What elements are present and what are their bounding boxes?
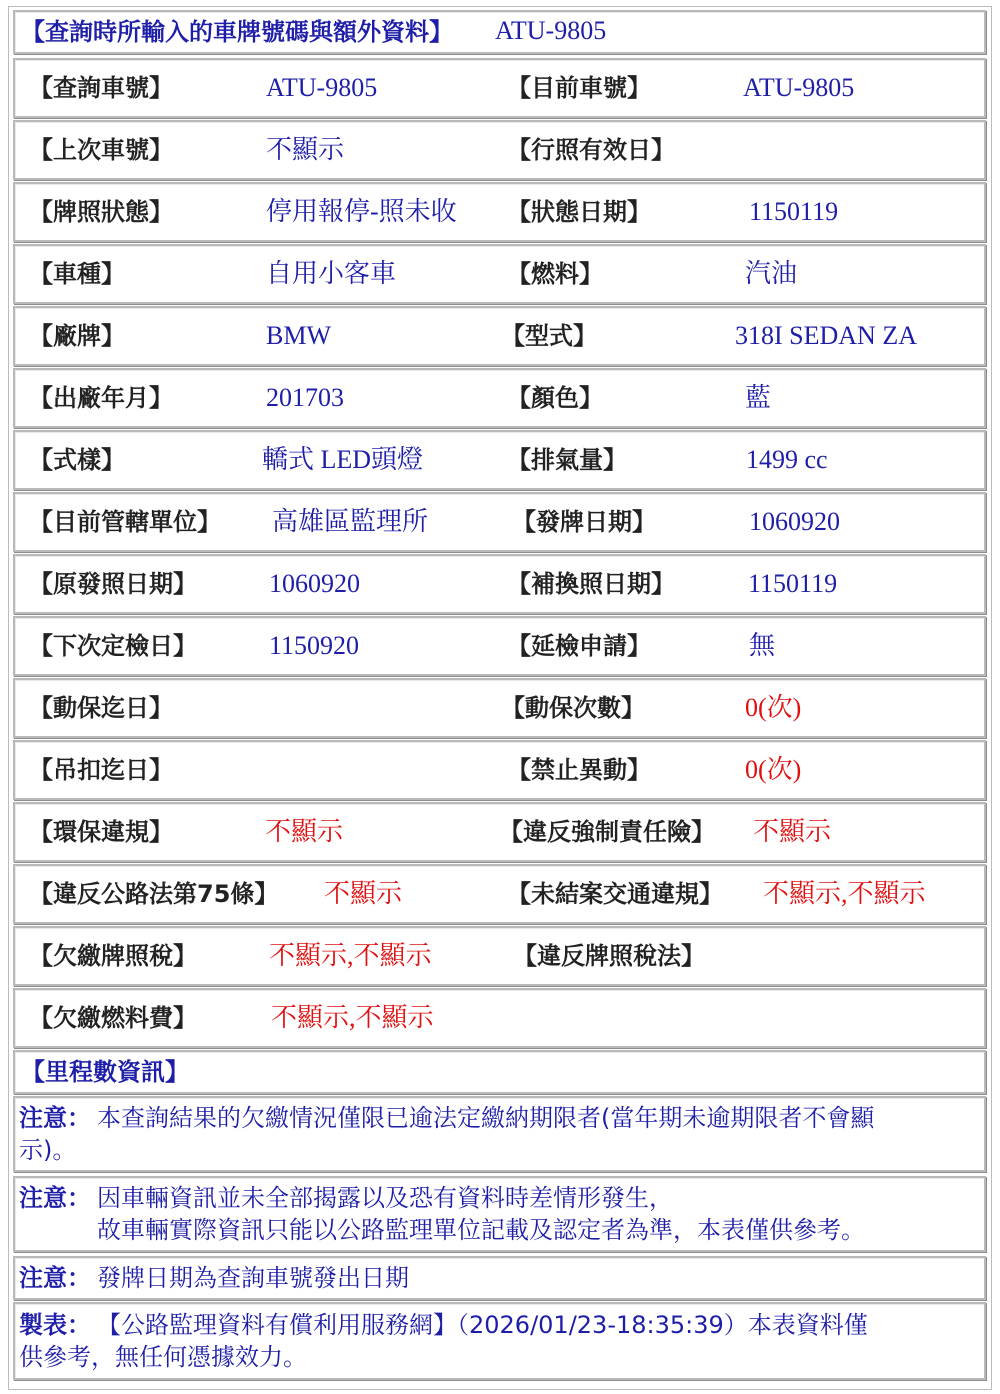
row-label-right: 【動保次數】 [501, 694, 645, 722]
row-value-left: ATU-9805 [266, 73, 378, 102]
row-value-right: 不顯示,不顯示 [763, 879, 926, 908]
table-row [13, 182, 986, 242]
row-label-left: 【牌照狀態】 [29, 198, 173, 226]
table-row [13, 988, 986, 1048]
table-row [13, 244, 986, 304]
row-value-right: ATU-9805 [743, 73, 855, 102]
row-value-left: 201703 [266, 383, 344, 412]
row-label-left: 【目前管轄單位】 [29, 508, 221, 536]
row-label-right: 【延檢申請】 [507, 632, 651, 660]
note-text-line2: 示)。 [19, 1136, 77, 1164]
query-header-label: 【查詢時所輸入的車牌號碼與額外資料】 [21, 18, 453, 46]
row-value-right: 0(次) [745, 693, 802, 722]
row-value-left: 不顯示 [266, 135, 345, 164]
row-label-left: 【上次車號】 [29, 136, 173, 164]
row-label-right: 【未結案交通違規】 [507, 880, 723, 908]
mileage-info-title: 【里程數資訊】 [21, 1058, 189, 1086]
row-label-left: 【欠繳牌照稅】 [29, 942, 197, 970]
row-label-right: 【違反牌照稅法】 [513, 942, 705, 970]
row-label-left: 【式樣】 [29, 446, 125, 474]
row-label-left: 【原發照日期】 [29, 570, 197, 598]
row-value-left: 1060920 [269, 569, 360, 598]
table-row [13, 368, 986, 428]
row-label-left: 【下次定檢日】 [29, 632, 197, 660]
row-value-right: 1150119 [749, 197, 839, 226]
table-row [13, 492, 986, 552]
note-box [13, 1176, 986, 1252]
row-value-left: 不顯示 [324, 879, 403, 908]
row-label-left: 【環保違規】 [29, 818, 173, 846]
table-row [13, 802, 986, 862]
compiled-by-text-line1: 【公路監理資料有償利用服務網】（2026/01/23-18:35:39）本表資料僅 [97, 1311, 868, 1339]
row-label-right: 【目前車號】 [507, 74, 651, 102]
row-value-left: 不顯示,不顯示 [269, 941, 432, 970]
row-value-left: 不顯示,不顯示 [271, 1003, 434, 1032]
note-text-line2: 故車輛實際資訊只能以公路監理單位記載及認定者為準，本表僅供參考。 [97, 1216, 865, 1244]
compiled-by-label: 製表： [19, 1311, 91, 1339]
row-value-left: 1150920 [269, 631, 360, 660]
note-text-line1: 發牌日期為查詢車號發出日期 [97, 1264, 409, 1292]
table-row [13, 678, 986, 738]
row-label-right: 【行照有效日】 [507, 136, 675, 164]
row-value-right: 1499 cc [746, 445, 828, 474]
row-label-left: 【動保迄日】 [29, 694, 173, 722]
table-row [13, 616, 986, 676]
note-label: 注意： [19, 1104, 91, 1132]
note-text-line1: 因車輛資訊並未全部揭露以及恐有資料時差情形發生， [97, 1184, 673, 1212]
table-row [13, 926, 986, 986]
query-header [13, 10, 986, 54]
row-value-right: 1060920 [749, 507, 840, 536]
compiled-by-box [13, 1302, 986, 1380]
table-row [13, 306, 986, 366]
row-label-right: 【狀態日期】 [507, 198, 651, 226]
table-row [13, 430, 986, 490]
note-box [13, 1096, 986, 1172]
row-label-left: 【車種】 [29, 260, 125, 288]
row-value-left: 停用報停-照未收 [266, 197, 457, 226]
row-value-left: BMW [266, 321, 331, 350]
row-value-left: 轎式 LED頭燈 [262, 445, 424, 474]
row-value-right: 1150119 [748, 569, 838, 598]
table-row [13, 120, 986, 180]
row-label-right: 【燃料】 [507, 260, 603, 288]
row-value-left: 不顯示 [265, 817, 344, 846]
row-label-left: 【出廠年月】 [29, 384, 173, 412]
query-header-plate: ATU-9805 [495, 16, 607, 45]
row-value-right: 不顯示 [753, 817, 832, 846]
row-value-right: 318I SEDAN ZA [735, 321, 917, 350]
table-row [13, 554, 986, 614]
note-text-line1: 本查詢結果的欠繳情況僅限已逾法定繳納期限者(當年期未逾期限者不會顯 [97, 1104, 875, 1132]
table-row [13, 864, 986, 924]
row-label-right: 【型式】 [501, 322, 597, 350]
row-value-right: 0(次) [745, 755, 802, 784]
row-value-right: 汽油 [745, 259, 798, 288]
row-value-right: 藍 [745, 383, 772, 412]
row-value-left: 高雄區監理所 [272, 507, 429, 536]
row-label-right: 【補換照日期】 [507, 570, 675, 598]
compiled-by-text-line2: 供參考，無任何憑據效力。 [19, 1343, 307, 1371]
mileage-info-header [13, 1050, 986, 1094]
row-label-left: 【違反公路法第75條】 [29, 880, 279, 908]
row-label-right: 【排氣量】 [507, 446, 627, 474]
note-label: 注意： [19, 1184, 91, 1212]
row-label-right: 【違反強制責任險】 [499, 818, 715, 846]
row-label-left: 【查詢車號】 [29, 74, 173, 102]
row-label-right: 【禁止異動】 [507, 756, 651, 784]
note-box [13, 1256, 986, 1300]
table-row [13, 58, 986, 118]
row-label-left: 【吊扣迄日】 [29, 756, 173, 784]
row-label-right: 【發牌日期】 [512, 508, 656, 536]
table-row [13, 740, 986, 800]
row-label-left: 【欠繳燃料費】 [29, 1004, 197, 1032]
row-value-left: 自用小客車 [266, 259, 397, 288]
row-value-right: 無 [749, 631, 776, 660]
row-label-left: 【廠牌】 [29, 322, 125, 350]
row-label-right: 【顏色】 [507, 384, 603, 412]
note-label: 注意： [19, 1264, 91, 1292]
